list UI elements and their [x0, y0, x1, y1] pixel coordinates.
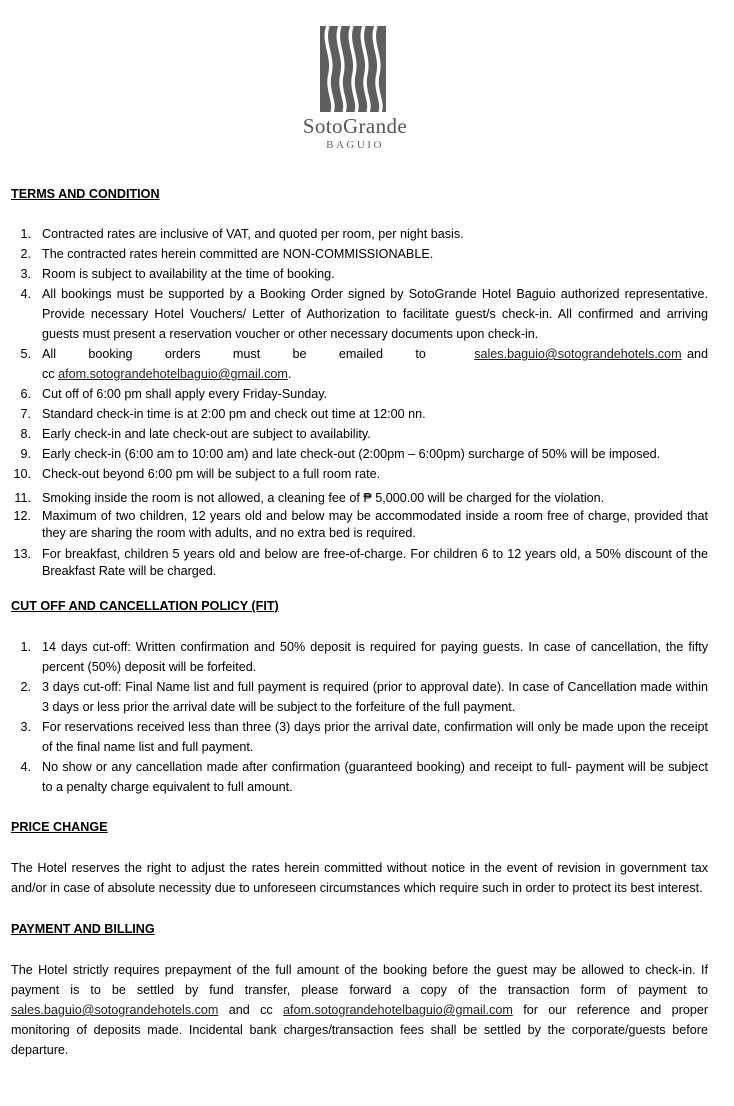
- afom-email-link[interactable]: afom.sotograndehotelbaguio@gmail.com: [283, 1003, 513, 1017]
- terms-item: 5. All booking orders must be emailed to sales.baguio@sotograndehotels.com and cc afom.sotograndehotelbaguio@gmail.com.: [20, 347, 708, 381]
- terms-item: 9. Early check-in (6:00 am to 10:00 am) and late check-out (2:00pm – 6:00pm) surcharge of 50% will be imposed.: [20, 447, 661, 461]
- terms-item: 3. Room is subject to availability at the time of booking.: [20, 267, 335, 281]
- cutoff-heading: CUT OFF AND CANCELLATION POLICY (FIT): [11, 599, 279, 613]
- terms-item: 10. Check-out beyond 6:00 pm will be subject to a full room rate.: [13, 467, 381, 481]
- terms-item: 7. Standard check-in time is at 2:00 pm and check out time at 12:00 nn.: [20, 407, 426, 421]
- cutoff-item: 3. For reservations received less than three (3) days prior the arrival date, confirmation will only be made upon the receipt of the final name list and full payment.: [20, 720, 708, 754]
- terms-item: 2. The contracted rates herein committed are NON-COMMISSIONABLE.: [20, 247, 434, 261]
- cutoff-item: 2. 3 days cut-off: Final Name list and full payment is required (prior to approval date). In case of Cancellation made within 3 days or less prior the arrival date will be subject to the forfeiture of the full payment.: [20, 680, 708, 714]
- terms-item: 12. Maximum of two children, 12 years old and below may be accommodated inside a room free of charge, provided that they are sharing the room with adults, and no extra bed is required.: [13, 509, 708, 540]
- payment-heading: PAYMENT AND BILLING: [11, 922, 155, 936]
- terms-heading: TERMS AND CONDITION: [11, 187, 160, 201]
- terms-item: 1. Contracted rates are inclusive of VAT, and quoted per room, per night basis.: [20, 227, 464, 241]
- payment-text: The Hotel strictly requires prepayment of the full amount of the booking before the guest may be allowed to check-in. If payment is to be settled by fund transfer, please forward a copy of the transaction form of payment to sales.baguio@sotograndehotels.com and cc afom.sotograndehotelbaguio@gmail.com for our reference and proper monitoring of deposits made. Incidental bank charges/transaction fees shall be settled by the corporate/guests before departure.: [11, 963, 709, 1057]
- sales-email-link[interactable]: sales.baguio@sotograndehotels.com: [11, 1003, 219, 1017]
- cutoff-list: [11, 637, 708, 797]
- wave-logo-icon: [320, 26, 386, 112]
- logo-location: BAGUIO: [326, 139, 384, 151]
- hotel-logo: [270, 22, 440, 154]
- terms-item: 11. Smoking inside the room is not allowed, a cleaning fee of ₱ 5,000.00 will be charged for the violation.: [14, 491, 605, 505]
- cutoff-item: 4. No show or any cancellation made after confirmation (guaranteed booking) and receipt to full- payment will be subject to a penalty charge equivalent to full amount.: [20, 760, 708, 794]
- afom-email-link[interactable]: afom.sotograndehotelbaguio@gmail.com: [58, 367, 288, 381]
- terms-item: 13. For breakfast, children 5 years old and below are free-of-charge. For children 6 to 12 years old, a 50% discount of the Breakfast Rate will be charged.: [13, 547, 708, 578]
- price-change-text: The Hotel reserves the right to adjust the rates herein committed without notice in the event of revision in government tax and/or in case of absolute necessity due to unforeseen circumstances which require such in order to protect its best interest.: [11, 861, 708, 895]
- terms-item: 4. All bookings must be supported by a Booking Order signed by SotoGrande Hotel Baguio authorized representative. Provide necessary Hotel Vouchers/ Letter of Authorization to facilitate guest/s check-in. All confirmed and arriving guests must present a reservation voucher or other necessary documents upon check-in.: [20, 287, 708, 341]
- document-body: [11, 184, 708, 1060]
- sales-email-link[interactable]: sales.baguio@sotograndehotels.com: [474, 347, 682, 361]
- terms-item: 6. Cut off of 6:00 pm shall apply every Friday-Sunday.: [20, 387, 328, 401]
- terms-list: [11, 224, 708, 580]
- cutoff-item: 1. 14 days cut-off: Written confirmation and 50% deposit is required for paying guests. In case of cancellation, the fifty percent (50%) deposit will be forfeited.: [20, 640, 708, 674]
- terms-item: 8. Early check-in and late check-out are subject to availability.: [20, 427, 371, 441]
- price-change-heading: PRICE CHANGE: [11, 820, 108, 834]
- logo-wordmark: SotoGrande: [302, 114, 408, 138]
